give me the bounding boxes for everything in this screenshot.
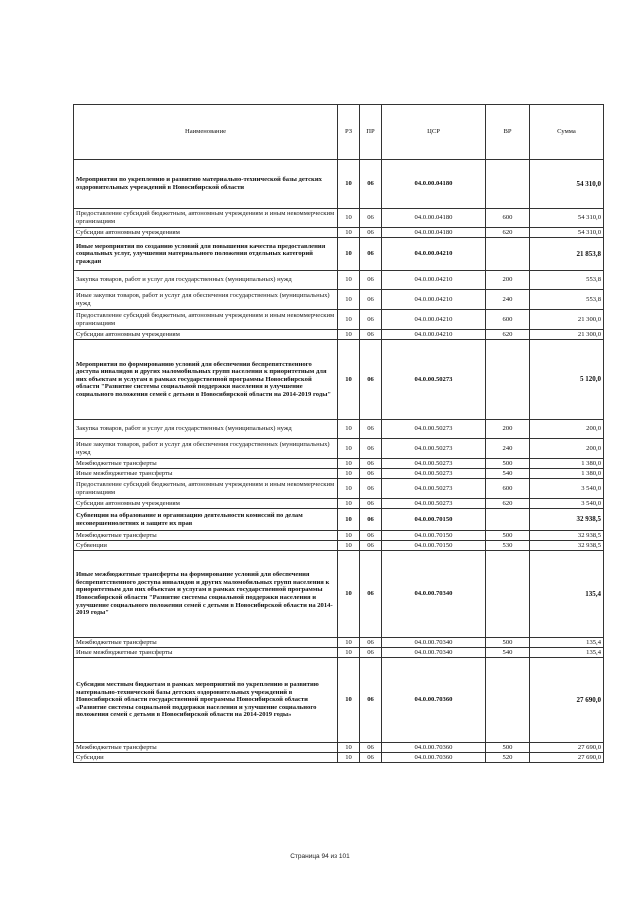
cell-csr: 04.0.00.50273	[382, 340, 486, 420]
cell-name: Предоставление субсидий бюджетным, автономным учреждениям и иным некоммерческим организациям	[74, 310, 338, 330]
cell-sum: 553,8	[530, 271, 604, 290]
cell-name: Субсидии автономным учреждениям	[74, 499, 338, 509]
cell-sum: 27 690,0	[530, 743, 604, 753]
cell-vr: 620	[486, 330, 530, 340]
cell-vr: 240	[486, 290, 530, 310]
cell-vr	[486, 551, 530, 638]
cell-sum: 3 540,0	[530, 499, 604, 509]
cell-vr: 500	[486, 459, 530, 469]
cell-vr: 200	[486, 420, 530, 439]
cell-rz: 10	[338, 469, 360, 479]
cell-vr	[486, 160, 530, 209]
cell-rz: 10	[338, 499, 360, 509]
cell-pr: 06	[360, 290, 382, 310]
table-row	[74, 310, 604, 330]
table-row	[74, 499, 604, 509]
table-row	[74, 420, 604, 439]
cell-pr: 06	[360, 753, 382, 763]
table-row	[74, 290, 604, 310]
cell-sum: 135,4	[530, 551, 604, 638]
cell-rz: 10	[338, 209, 360, 228]
cell-sum: 32 938,5	[530, 531, 604, 541]
cell-name: Иные мероприятия по созданию условий для повышения качества предоставления социальных услуг, улучшения материального положения отдельных категорий граждан	[74, 238, 338, 271]
cell-pr: 06	[360, 228, 382, 238]
cell-vr: 620	[486, 228, 530, 238]
table-row	[74, 531, 604, 541]
cell-sum: 135,4	[530, 638, 604, 648]
header-vr: ВР	[486, 105, 530, 160]
page-number: Страница 94 из 101	[290, 853, 350, 860]
cell-rz: 10	[338, 420, 360, 439]
table-row	[74, 648, 604, 658]
cell-vr	[486, 340, 530, 420]
cell-pr: 06	[360, 743, 382, 753]
cell-vr: 500	[486, 743, 530, 753]
cell-pr: 06	[360, 531, 382, 541]
cell-vr: 540	[486, 469, 530, 479]
cell-rz: 10	[338, 531, 360, 541]
budget-table	[73, 104, 604, 763]
cell-name: Предоставление субсидий бюджетным, автономным учреждениям и иным некоммерческим организациям	[74, 479, 338, 499]
cell-name: Мероприятия по укреплению и развитию материально-технической базы детских оздоровительных учреждений в Новосибирской области	[74, 160, 338, 209]
cell-pr: 06	[360, 499, 382, 509]
cell-pr: 06	[360, 209, 382, 228]
cell-name: Межбюджетные трансферты	[74, 743, 338, 753]
table-row	[74, 551, 604, 638]
cell-name: Предоставление субсидий бюджетным, автономным учреждениям и иным некоммерческим организациям	[74, 209, 338, 228]
cell-vr	[486, 238, 530, 271]
cell-rz: 10	[338, 648, 360, 658]
cell-sum: 21 853,8	[530, 238, 604, 271]
cell-csr: 04.0.00.04180	[382, 160, 486, 209]
cell-csr: 04.0.00.50273	[382, 459, 486, 469]
table-row	[74, 439, 604, 459]
cell-csr: 04.0.00.70360	[382, 753, 486, 763]
cell-pr: 06	[360, 658, 382, 743]
cell-sum: 5 120,0	[530, 340, 604, 420]
cell-pr: 06	[360, 160, 382, 209]
cell-name: Субсидии автономным учреждениям	[74, 330, 338, 340]
cell-pr: 06	[360, 541, 382, 551]
cell-csr: 04.0.00.50273	[382, 469, 486, 479]
table-row	[74, 209, 604, 228]
cell-name: Субсидии местным бюджетам в рамках мероприятий по укреплению и развитию материально-технической базы детских оздоровительных учреждений в Новосибирской области государственной программы Новосибирской области «Развитие системы социальной поддержки населения и улучшение социального положения семей с детьми в Новосибирской области на 2014-2019 годы»	[74, 658, 338, 743]
cell-pr: 06	[360, 469, 382, 479]
header-rz: РЗ	[338, 105, 360, 160]
cell-rz: 10	[338, 658, 360, 743]
cell-name: Мероприятия по формированию условий для обеспечения беспрепятственного доступа инвалидов и других маломобильных групп населения к приоритетным для них объектам и услугам в рамках государственной программы Новосибирской области "Развитие системы социальной поддержки населения и улучшение социального положения семей с детьми в Новосибирской области на 2014-2019 годы"	[74, 340, 338, 420]
table-row	[74, 753, 604, 763]
cell-sum: 32 938,5	[530, 509, 604, 531]
header-name: Наименование	[74, 105, 338, 160]
cell-vr: 200	[486, 271, 530, 290]
table-row	[74, 509, 604, 531]
cell-rz: 10	[338, 541, 360, 551]
cell-rz: 10	[338, 340, 360, 420]
cell-csr: 04.0.00.70340	[382, 648, 486, 658]
cell-pr: 06	[360, 638, 382, 648]
table-row	[74, 638, 604, 648]
cell-sum: 32 938,5	[530, 541, 604, 551]
table-row	[74, 743, 604, 753]
cell-sum: 21 300,0	[530, 310, 604, 330]
cell-sum: 1 380,0	[530, 459, 604, 469]
cell-pr: 06	[360, 340, 382, 420]
cell-rz: 10	[338, 638, 360, 648]
cell-csr: 04.0.00.04210	[382, 290, 486, 310]
cell-csr: 04.0.00.04210	[382, 310, 486, 330]
cell-vr: 600	[486, 479, 530, 499]
cell-vr	[486, 509, 530, 531]
cell-csr: 04.0.00.04210	[382, 330, 486, 340]
cell-sum: 54 310,0	[530, 209, 604, 228]
cell-vr: 600	[486, 209, 530, 228]
cell-sum: 27 690,0	[530, 753, 604, 763]
cell-pr: 06	[360, 238, 382, 271]
cell-vr	[486, 658, 530, 743]
cell-sum: 200,0	[530, 439, 604, 459]
table-row	[74, 469, 604, 479]
cell-rz: 10	[338, 228, 360, 238]
cell-name: Иные межбюджетные трансферты	[74, 648, 338, 658]
cell-rz: 10	[338, 753, 360, 763]
cell-sum: 135,4	[530, 648, 604, 658]
cell-pr: 06	[360, 648, 382, 658]
cell-csr: 04.0.00.70360	[382, 658, 486, 743]
cell-rz: 10	[338, 439, 360, 459]
cell-name: Иные межбюджетные трансферты	[74, 469, 338, 479]
cell-vr: 600	[486, 310, 530, 330]
cell-csr: 04.0.00.70340	[382, 638, 486, 648]
cell-pr: 06	[360, 271, 382, 290]
cell-pr: 06	[360, 479, 382, 499]
cell-sum: 21 300,0	[530, 330, 604, 340]
table-header-row	[74, 105, 604, 160]
table-row	[74, 340, 604, 420]
cell-rz: 10	[338, 160, 360, 209]
cell-csr: 04.0.00.50273	[382, 479, 486, 499]
cell-pr: 06	[360, 420, 382, 439]
cell-vr: 540	[486, 648, 530, 658]
cell-csr: 04.0.00.50273	[382, 439, 486, 459]
cell-csr: 04.0.00.70150	[382, 541, 486, 551]
cell-sum: 200,0	[530, 420, 604, 439]
cell-rz: 10	[338, 238, 360, 271]
table-row	[74, 238, 604, 271]
header-csr: ЦСР	[382, 105, 486, 160]
cell-vr: 620	[486, 499, 530, 509]
cell-pr: 06	[360, 459, 382, 469]
cell-name: Закупка товаров, работ и услуг для государственных (муниципальных) нужд	[74, 271, 338, 290]
table-row	[74, 330, 604, 340]
cell-rz: 10	[338, 310, 360, 330]
cell-vr: 500	[486, 638, 530, 648]
cell-sum: 1 380,0	[530, 469, 604, 479]
cell-vr: 520	[486, 753, 530, 763]
cell-pr: 06	[360, 330, 382, 340]
cell-name: Субсидии	[74, 753, 338, 763]
cell-name: Субвенции на образование и организацию деятельности комиссий по делам несовершеннолетних и защите их прав	[74, 509, 338, 531]
cell-csr: 04.0.00.70360	[382, 743, 486, 753]
cell-name: Иные закупки товаров, работ и услуг для обеспечения государственных (муниципальных) нужд	[74, 439, 338, 459]
cell-rz: 10	[338, 743, 360, 753]
cell-csr: 04.0.00.04180	[382, 228, 486, 238]
cell-name: Субсидии автономным учреждениям	[74, 228, 338, 238]
cell-csr: 04.0.00.04210	[382, 238, 486, 271]
cell-name: Закупка товаров, работ и услуг для государственных (муниципальных) нужд	[74, 420, 338, 439]
cell-pr: 06	[360, 509, 382, 531]
cell-name: Межбюджетные трансферты	[74, 531, 338, 541]
cell-vr: 240	[486, 439, 530, 459]
cell-sum: 27 690,0	[530, 658, 604, 743]
cell-sum: 54 310,0	[530, 228, 604, 238]
cell-csr: 04.0.00.50273	[382, 499, 486, 509]
table-row	[74, 459, 604, 469]
header-sum: Сумма	[530, 105, 604, 160]
cell-csr: 04.0.00.04210	[382, 271, 486, 290]
cell-pr: 06	[360, 310, 382, 330]
cell-rz: 10	[338, 509, 360, 531]
cell-rz: 10	[338, 290, 360, 310]
cell-rz: 10	[338, 330, 360, 340]
cell-sum: 54 310,0	[530, 160, 604, 209]
cell-pr: 06	[360, 551, 382, 638]
cell-name: Межбюджетные трансферты	[74, 638, 338, 648]
cell-rz: 10	[338, 479, 360, 499]
cell-csr: 04.0.00.70150	[382, 509, 486, 531]
header-pr: ПР	[360, 105, 382, 160]
cell-rz: 10	[338, 459, 360, 469]
cell-name: Субвенции	[74, 541, 338, 551]
table-row	[74, 271, 604, 290]
cell-name: Иные закупки товаров, работ и услуг для обеспечения государственных (муниципальных) нужд	[74, 290, 338, 310]
cell-csr: 04.0.00.70340	[382, 551, 486, 638]
cell-sum: 553,8	[530, 290, 604, 310]
table-row	[74, 541, 604, 551]
table-body	[74, 160, 604, 763]
cell-rz: 10	[338, 271, 360, 290]
cell-rz: 10	[338, 551, 360, 638]
table-row	[74, 479, 604, 499]
table-row	[74, 658, 604, 743]
table-row	[74, 228, 604, 238]
cell-csr: 04.0.00.70150	[382, 531, 486, 541]
cell-csr: 04.0.00.50273	[382, 420, 486, 439]
cell-csr: 04.0.00.04180	[382, 209, 486, 228]
cell-name: Межбюджетные трансферты	[74, 459, 338, 469]
cell-vr: 530	[486, 541, 530, 551]
cell-vr: 500	[486, 531, 530, 541]
cell-pr: 06	[360, 439, 382, 459]
cell-name: Иные межбюджетные трансферты на формирование условий для обеспечения беспрепятственного доступа инвалидов и других маломобильных групп населения к приоритетным для них объектам и услугам в рамках государственной программы Новосибирской области "Развитие системы социальной поддержки населения и улучшение социального положения семей с детьми в Новосибирской области на 2014-2019 годы"	[74, 551, 338, 638]
cell-sum: 3 540,0	[530, 479, 604, 499]
table-row	[74, 160, 604, 209]
